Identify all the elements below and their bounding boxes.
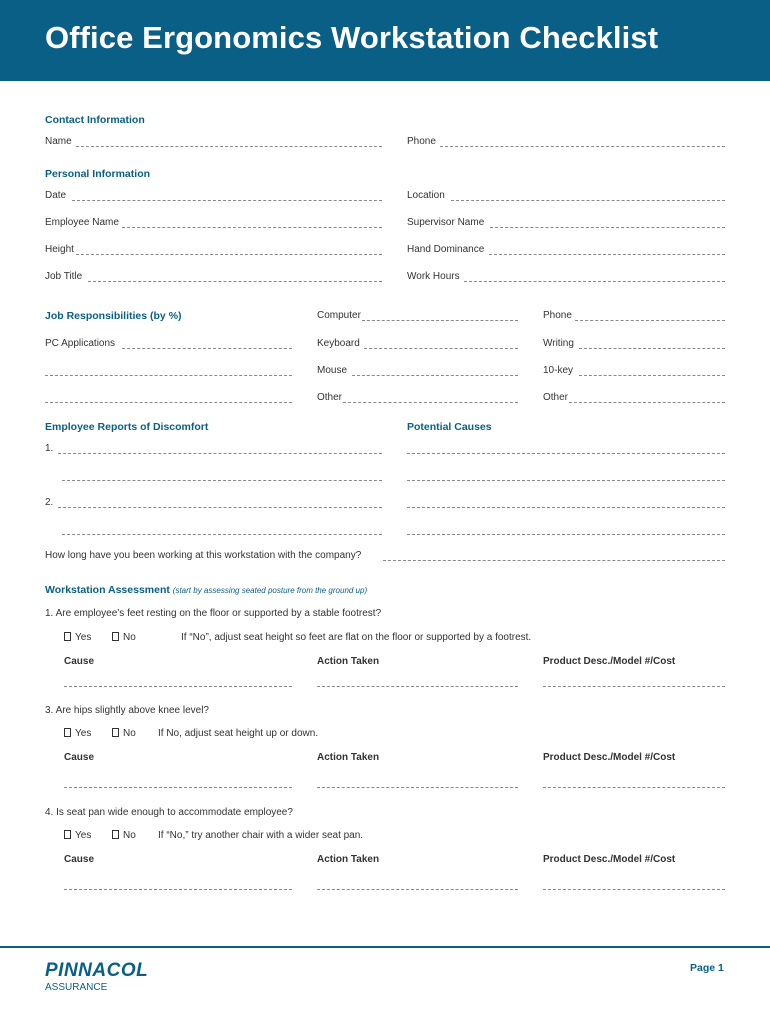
question-1: 1. Are employee’s feet resting on the floor or supported by a stable footrest? (45, 608, 382, 619)
how-long-label: How long have you been working at this workstation with the company? (45, 550, 362, 561)
tenkey-field[interactable] (579, 365, 725, 376)
cause-field-2b[interactable] (407, 524, 725, 535)
other-field-2[interactable] (569, 392, 725, 403)
writing-field[interactable] (579, 338, 725, 349)
height-field[interactable] (76, 244, 382, 255)
keyboard-label: Keyboard (317, 338, 360, 349)
height-label: Height (45, 244, 74, 255)
question-4: 4. Is seat pan wide enough to accommodate employee? (45, 807, 293, 818)
computer-label: Computer (317, 310, 361, 321)
q4-yes-option[interactable] (64, 830, 91, 841)
assessment-heading: Workstation Assessment (45, 584, 170, 596)
footer-divider (0, 946, 770, 948)
tenkey-label: 10-key (543, 365, 574, 376)
date-field[interactable] (72, 190, 382, 201)
q3-action-field[interactable] (317, 777, 518, 788)
discomfort-field-1a[interactable] (58, 443, 382, 454)
question-3: 3. Are hips slightly above knee level? (45, 705, 209, 716)
q3-action-label: Action Taken (317, 752, 380, 763)
q1-product-label: Product Desc./Model #/Cost (543, 656, 676, 667)
personal-heading: Personal Information (45, 168, 151, 180)
phone-label: Phone (407, 136, 436, 147)
q1-yes-option[interactable] (64, 632, 91, 643)
other-label-2: Other (543, 392, 569, 403)
cause-field-1a[interactable] (407, 443, 725, 454)
work-hours-field[interactable] (464, 271, 725, 282)
q4-no-option[interactable] (112, 830, 136, 841)
assessment-heading-row (45, 584, 367, 596)
discomfort-field-2a[interactable] (58, 497, 382, 508)
q1-hint: If “No”, adjust seat height so feet are flat on the floor or supported by a footrest. (181, 632, 532, 643)
checkbox-icon (64, 830, 71, 839)
cause-field-2a[interactable] (407, 497, 725, 508)
assessment-subheading: (start by assessing seated posture from the ground up) (172, 586, 368, 595)
job-phone-field[interactable] (575, 310, 725, 321)
q1-action-field[interactable] (317, 676, 518, 687)
discomfort-field-1b[interactable] (62, 470, 382, 481)
discomfort-heading: Employee Reports of Discomfort (45, 421, 209, 433)
work-hours-label: Work Hours (407, 271, 460, 282)
page-number: Page 1 (690, 962, 724, 974)
yes-label: Yes (75, 632, 92, 643)
job-phone-label: Phone (543, 310, 572, 321)
q1-cause-field[interactable] (64, 676, 292, 687)
name-label: Name (45, 136, 72, 147)
q3-product-field[interactable] (543, 777, 725, 788)
location-label: Location (407, 190, 445, 201)
q1-no-option[interactable] (112, 632, 136, 643)
q4-cause-field[interactable] (64, 879, 292, 890)
discomfort-field-2b[interactable] (62, 524, 382, 535)
discomfort-item-2: 2. (45, 497, 54, 508)
phone-field[interactable] (440, 136, 725, 147)
yes-label: Yes (75, 830, 92, 841)
other-field-1[interactable] (343, 392, 518, 403)
supervisor-name-field[interactable] (490, 217, 725, 228)
computer-field[interactable] (362, 310, 518, 321)
yes-label: Yes (75, 728, 92, 739)
supervisor-name-label: Supervisor Name (407, 217, 485, 228)
q3-no-option[interactable] (112, 728, 136, 739)
page-header (0, 0, 770, 81)
no-label: No (123, 728, 136, 739)
checkbox-icon (112, 728, 119, 737)
pc-applications-label: PC Applications (45, 338, 116, 349)
checkbox-icon (64, 632, 71, 641)
date-label: Date (45, 190, 67, 201)
job-blank-field-1[interactable] (45, 365, 292, 376)
q1-action-label: Action Taken (317, 656, 380, 667)
causes-heading: Potential Causes (407, 421, 492, 433)
q4-action-field[interactable] (317, 879, 518, 890)
page-title: Office Ergonomics Workstation Checklist (45, 20, 659, 55)
contact-heading: Contact Information (45, 114, 145, 126)
q3-product-label: Product Desc./Model #/Cost (543, 752, 676, 763)
pinnacol-logo-subtext: ASSURANCE (45, 982, 108, 993)
q4-product-label: Product Desc./Model #/Cost (543, 854, 676, 865)
q3-cause-label: Cause (64, 752, 95, 763)
q3-cause-field[interactable] (64, 777, 292, 788)
job-blank-field-2[interactable] (45, 392, 292, 403)
q4-action-label: Action Taken (317, 854, 380, 865)
job-title-field[interactable] (88, 271, 382, 282)
employee-name-label: Employee Name (45, 217, 119, 228)
q4-product-field[interactable] (543, 879, 725, 890)
keyboard-field[interactable] (364, 338, 518, 349)
name-field[interactable] (76, 136, 382, 147)
checkbox-icon (112, 632, 119, 641)
checkbox-icon (64, 728, 71, 737)
discomfort-item-1: 1. (45, 443, 54, 454)
no-label: No (123, 632, 136, 643)
hand-dominance-label: Hand Dominance (407, 244, 485, 255)
q3-hint: If No, adjust seat height up or down. (158, 728, 319, 739)
q4-hint: If “No,” try another chair with a wider seat pan. (158, 830, 364, 841)
mouse-label: Mouse (317, 365, 348, 376)
hand-dominance-field[interactable] (489, 244, 725, 255)
other-label-1: Other (317, 392, 343, 403)
no-label: No (123, 830, 136, 841)
q4-cause-label: Cause (64, 854, 95, 865)
pinnacol-logo: PINNACOL (45, 960, 149, 981)
location-field[interactable] (451, 190, 725, 201)
q3-yes-option[interactable] (64, 728, 91, 739)
q1-product-field[interactable] (543, 676, 725, 687)
job-title-label: Job Title (45, 271, 83, 282)
writing-label: Writing (543, 338, 574, 349)
checkbox-icon (112, 830, 119, 839)
pc-applications-field[interactable] (122, 338, 292, 349)
job-heading: Job Responsibilities (by %) (45, 310, 182, 322)
how-long-field[interactable] (383, 550, 725, 561)
mouse-field[interactable] (352, 365, 518, 376)
employee-name-field[interactable] (122, 217, 382, 228)
q1-cause-label: Cause (64, 656, 95, 667)
cause-field-1b[interactable] (407, 470, 725, 481)
